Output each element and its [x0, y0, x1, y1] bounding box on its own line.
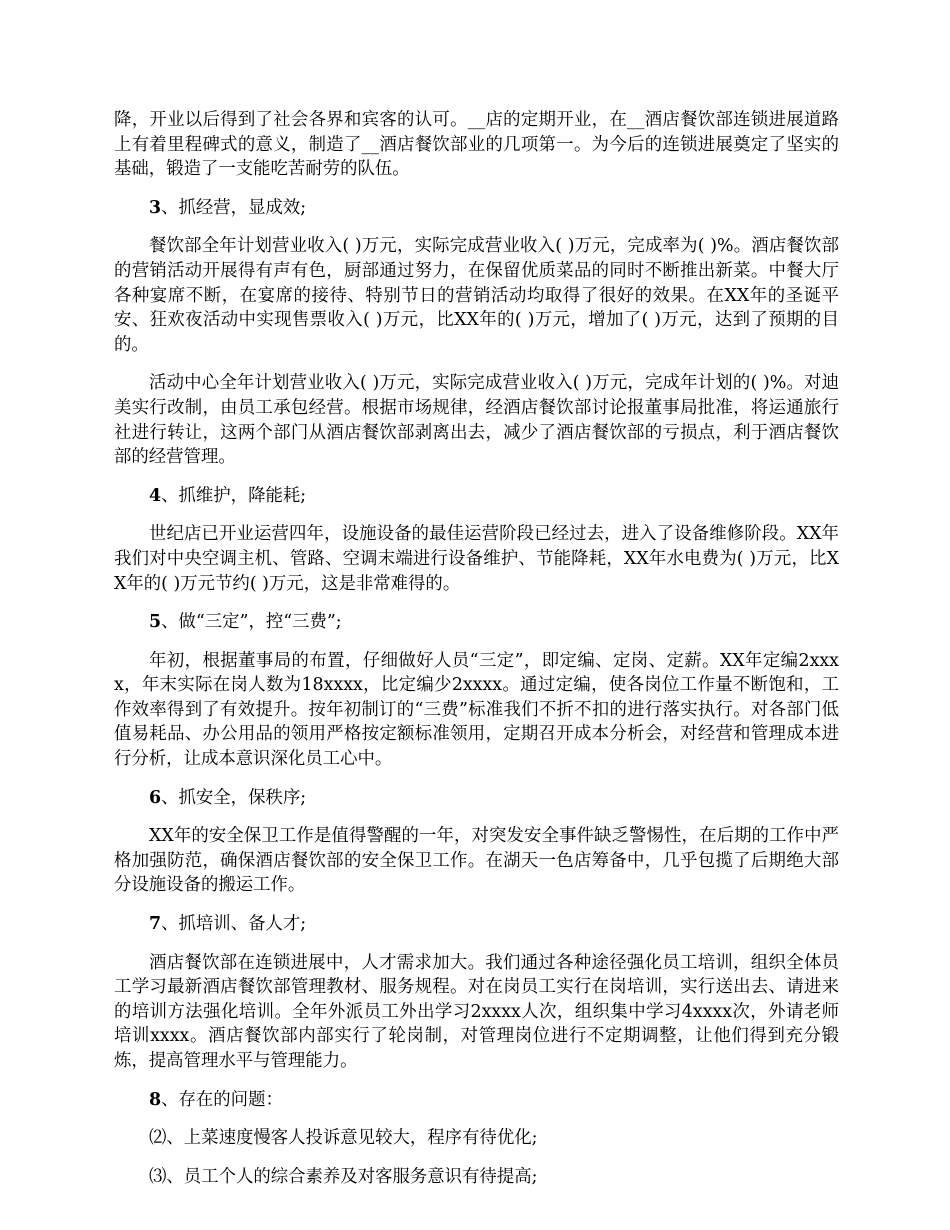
section-heading-7 [114, 912, 839, 937]
section-title: 、抓维护，降能耗; [161, 485, 307, 506]
section-number: 5 [149, 612, 162, 633]
section-title: 、存在的问题： [161, 1089, 283, 1110]
section-heading-4 [114, 484, 839, 509]
section-title: 、抓培训、备人才; [161, 914, 307, 935]
section-heading-6 [114, 786, 839, 811]
section-number: 8 [149, 1089, 162, 1110]
paragraph-security: XX年的安全保卫工作是值得警醒的一年，对突发安全事件缺乏警惕性，在后期的工作中严格加强防范，确保酒店餐饮部的安全保卫工作。在湖天一色店筹备中，几乎包揽了后期绝大部分设施设备的搬运工作。 [114, 826, 839, 896]
section-number: 3 [149, 197, 162, 218]
section-title: 、抓经营，显成效; [161, 197, 307, 218]
document-page [114, 108, 839, 1203]
paragraph-staffing: 年初，根据董事局的布置，仔细做好人员“三定”，即定编、定岗、定薪。XX年定编2xxxx，年末实际在岗人数为18xxxx，比定编少2xxxx。通过定编，使各岗位工作量不断饱和，工作效率得到了有效提升。按年初制订的“三费”标准我们不折不扣的进行落实执行。对各部门低值易耗品、办公用品的领用严格按定额标准领用，定期召开成本分析会，对经营和管理成本进行分析，让成本意识深化员工心中。 [114, 650, 839, 770]
paragraph-intro: 降，开业以后得到了社会各界和宾客的认可。__店的定期开业，在__酒店餐饮部连锁进展道路上有着里程碑式的意义，制造了__酒店餐饮部业的几项第一。为今后的连锁进展奠定了坚实的基础，锻造了一支能吃苦耐劳的队伍。 [114, 110, 839, 180]
section-heading-3 [114, 196, 839, 221]
problem-item-3: ⑶、员工个人的综合素养及对客服务意识有待提高; [149, 1166, 538, 1187]
paragraph-revenue: 餐饮部全年计划营业收入( )万元，实际完成营业收入( )万元，完成率为( )%。酒店餐饮部的营销活动开展得有声有色，厨部通过努力，在保留优质菜品的同时不断推出新菜。中餐大厅各种宴席不断，在宴席的接待、特别节日的营销活动均取得了很好的效果。在XX年的圣诞平安、狂欢夜活动中实现售票收入( )万元，比XX年的( )万元，增加了( )万元，达到了预期的目的。 [114, 236, 839, 355]
section-number: 6 [149, 787, 162, 808]
section-heading-5 [114, 610, 839, 635]
section-number: 7 [149, 914, 162, 935]
paragraph-maintenance: 世纪店已开业运营四年，设施设备的最佳运营阶段已经过去，进入了设备维修阶段。XX年我们对中央空调主机、管路、空调末端进行设备维护、节能降耗，XX年水电费为( )万元，比XX年的( )万元节约( )万元，这是非常难得的。 [114, 524, 839, 594]
paragraph-training: 酒店餐饮部在连锁进展中，人才需求加大。我们通过各种途径强化员工培训，组织全体员工学习最新酒店餐饮部管理教材、服务规程。对在岗员工实行在岗培训，实行送出去、请进来的培训方法强化培训。全年外派员工外出学习2xxxx人次，组织集中学习4xxxx次，外请老师培训xxxx。酒店餐饮部内部实行了轮岗制，对管理岗位进行不定期调整，让他们得到充分锻炼，提高管理水平与管理能力。 [114, 952, 839, 1071]
section-title: 、做“三定”，控“三费”; [161, 612, 342, 633]
paragraph-activity-center: 活动中心全年计划营业收入( )万元，实际完成营业收入( )万元，完成年计划的( )%。对迪美实行改制，由员工承包经营。根据市场规律，经酒店餐饮部讨论报董事局批准，将运通旅行社进行转让，这两个部门从酒店餐饮部剥离出去，减少了酒店餐饮部的亏损点，利于酒店餐饮部的经营管理。 [114, 373, 839, 468]
section-number: 4 [149, 485, 162, 506]
section-heading-8 [114, 1088, 839, 1113]
section-title: 、抓安全，保秩序; [161, 787, 307, 808]
problem-item-2: ⑵、上菜速度慢客人投诉意见较大，程序有待优化; [149, 1128, 538, 1149]
